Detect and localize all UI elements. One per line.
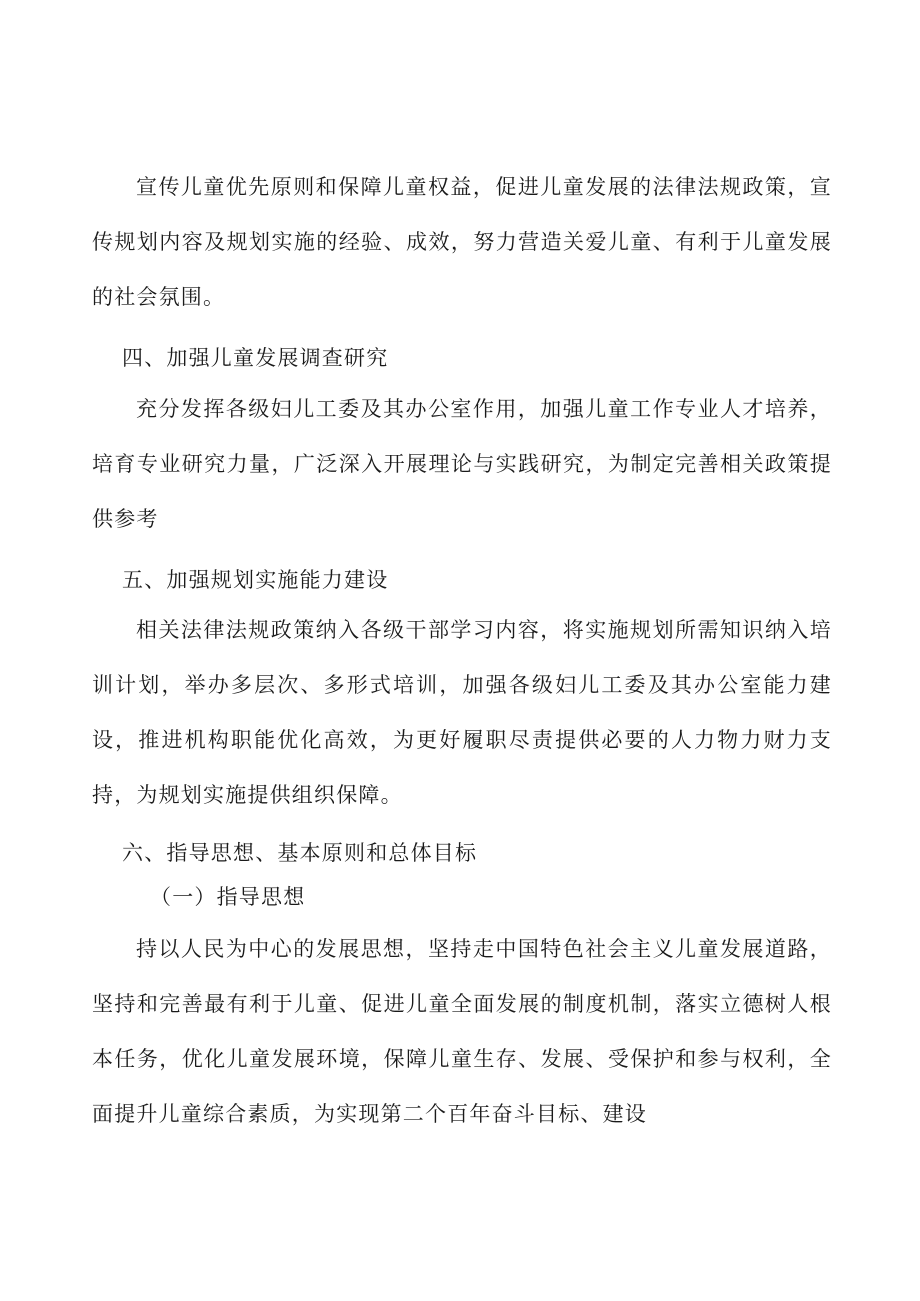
section-heading-research: 四、加强儿童发展调查研究	[122, 346, 389, 370]
section-heading-capacity: 五、加强规划实施能力建设	[122, 568, 389, 592]
paragraph-research: 充分发挥各级妇儿工委及其办公室作用，加强儿童工作专业人才培养，培育专业研究力量，广泛深入开展理论与实践研究，为制定完善相关政策提供参考	[92, 397, 832, 531]
paragraph-guiding-ideology: 持以人民为中心的发展思想，坚持走中国特色社会主义儿童发展道路，坚持和完善最有利于儿童、促进儿童全面发展的制度机制，落实立德树人根本任务，优化儿童发展环境，保障儿童生存、发展、受保护和参与权利，全面提升儿童综合素质，为实现第二个百年奋斗目标、建设	[92, 937, 832, 1126]
section-heading-guiding-principles: 六、指导思想、基本原则和总体目标	[122, 841, 478, 865]
subsection-heading-guiding-ideology: （一）指导思想	[150, 885, 306, 909]
paragraph-capacity: 相关法律法规政策纳入各级干部学习内容，将实施规划所需知识纳入培训计划，举办多层次、多形式培训，加强各级妇儿工委及其办公室能力建设，推进机构职能优化高效，为更好履职尽责提供必要的人力物力财力支持，为规划实施提供组织保障。	[92, 618, 832, 807]
paragraph-publicity: 宣传儿童优先原则和保障儿童权益，促进儿童发展的法律法规政策，宣传规划内容及规划实施的经验、成效，努力营造关爱儿童、有利于儿童发展的社会氛围。	[92, 175, 832, 309]
